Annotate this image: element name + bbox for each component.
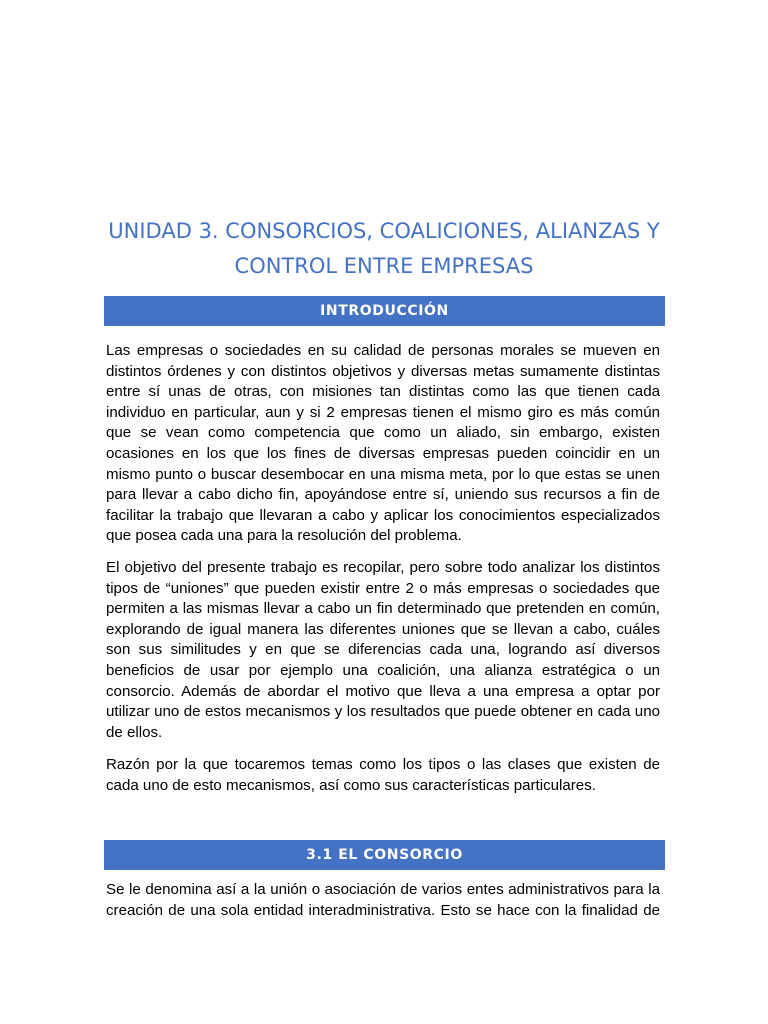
paragraph-line: beneficios de usar por ejemplo una coalición, una alianza estratégica o un — [106, 661, 660, 679]
intro-paragraph-3 — [106, 755, 660, 796]
paragraph-line: Las empresas o sociedades en su calidad de personas morales se mueven en — [106, 342, 660, 359]
section-heading-introduccion: INTRODUCCIÓN — [104, 296, 665, 326]
paragraph-line: tipos de “uniones” que pueden existir entre 2 o más empresas o sociedades que — [106, 579, 660, 597]
paragraph-line: creación de una sola entidad interadministrativa. Esto se hace con la finalidad de — [106, 901, 660, 919]
paragraph-line: individuo en particular, aun y si 2 empresas tienen el mismo giro es más común — [106, 403, 660, 421]
paragraph-line: facilitar la trabajo que llevaran a cabo y aplicar los conocimientos especializados — [106, 506, 660, 524]
consorcio-paragraph-1 — [106, 880, 660, 921]
paragraph-line: Razón por la que tocaremos temas como los tipos o las clases que existen de — [106, 756, 660, 773]
document-title — [104, 214, 664, 284]
paragraph-line: que se vean como competencia que como un aliado, sin embargo, existen — [106, 424, 660, 442]
paragraph-line: de ellos. — [106, 723, 163, 741]
paragraph-line: utilizar uno de estos mecanismos y los resultados que puede obtener en cada uno — [106, 703, 660, 721]
section-heading-el-consorcio: 3.1 EL CONSORCIO — [104, 840, 665, 870]
paragraph-line: son sus similitudes y en que se diferencias cada una, logrando así diversos — [106, 641, 660, 659]
document-title-line-2: CONTROL ENTRE EMPRESAS — [234, 254, 534, 278]
paragraph-line: para llevar a cabo dicho fin, apoyándose entre sí, uniendo sus recursos a fin de — [106, 486, 660, 504]
paragraph-line: permiten a las mismas llevar a cabo un fin determinado que pretenden en común, — [106, 600, 660, 618]
paragraph-line: que posea cada una para la resolución del problema. — [106, 527, 462, 545]
paragraph-line: explorando de igual manera las diferentes uniones que se llevan a cabo, cuáles — [106, 620, 660, 638]
paragraph-line: cada uno de esto mecanismos, así como sus características particulares. — [106, 776, 596, 794]
paragraph-line: mismo punto o buscar desembocar en una misma meta, por lo que estas se unen — [106, 465, 660, 483]
paragraph-line: Se le denomina así a la unión o asociación de varios entes administrativos para la — [106, 881, 660, 898]
paragraph-line: ocasiones en los que los fines de diversas empresas pueden coincidir en un — [106, 444, 660, 462]
paragraph-line: entre sí unas de otras, con misiones tan distintas como las que tienen cada — [106, 383, 660, 401]
paragraph-line: distintos órdenes y con distintos objetivos y diversas metas sumamente distintas — [106, 362, 660, 380]
document-title-line-1: UNIDAD 3. CONSORCIOS, COALICIONES, ALIANZAS Y — [108, 219, 660, 243]
paragraph-line: consorcio. Además de abordar el motivo que lleva a una empresa a optar por — [106, 682, 660, 700]
intro-paragraph-2 — [106, 558, 660, 743]
intro-paragraph-1 — [106, 341, 660, 547]
paragraph-line: El objetivo del presente trabajo es recopilar, pero sobre todo analizar los distintos — [106, 559, 660, 576]
